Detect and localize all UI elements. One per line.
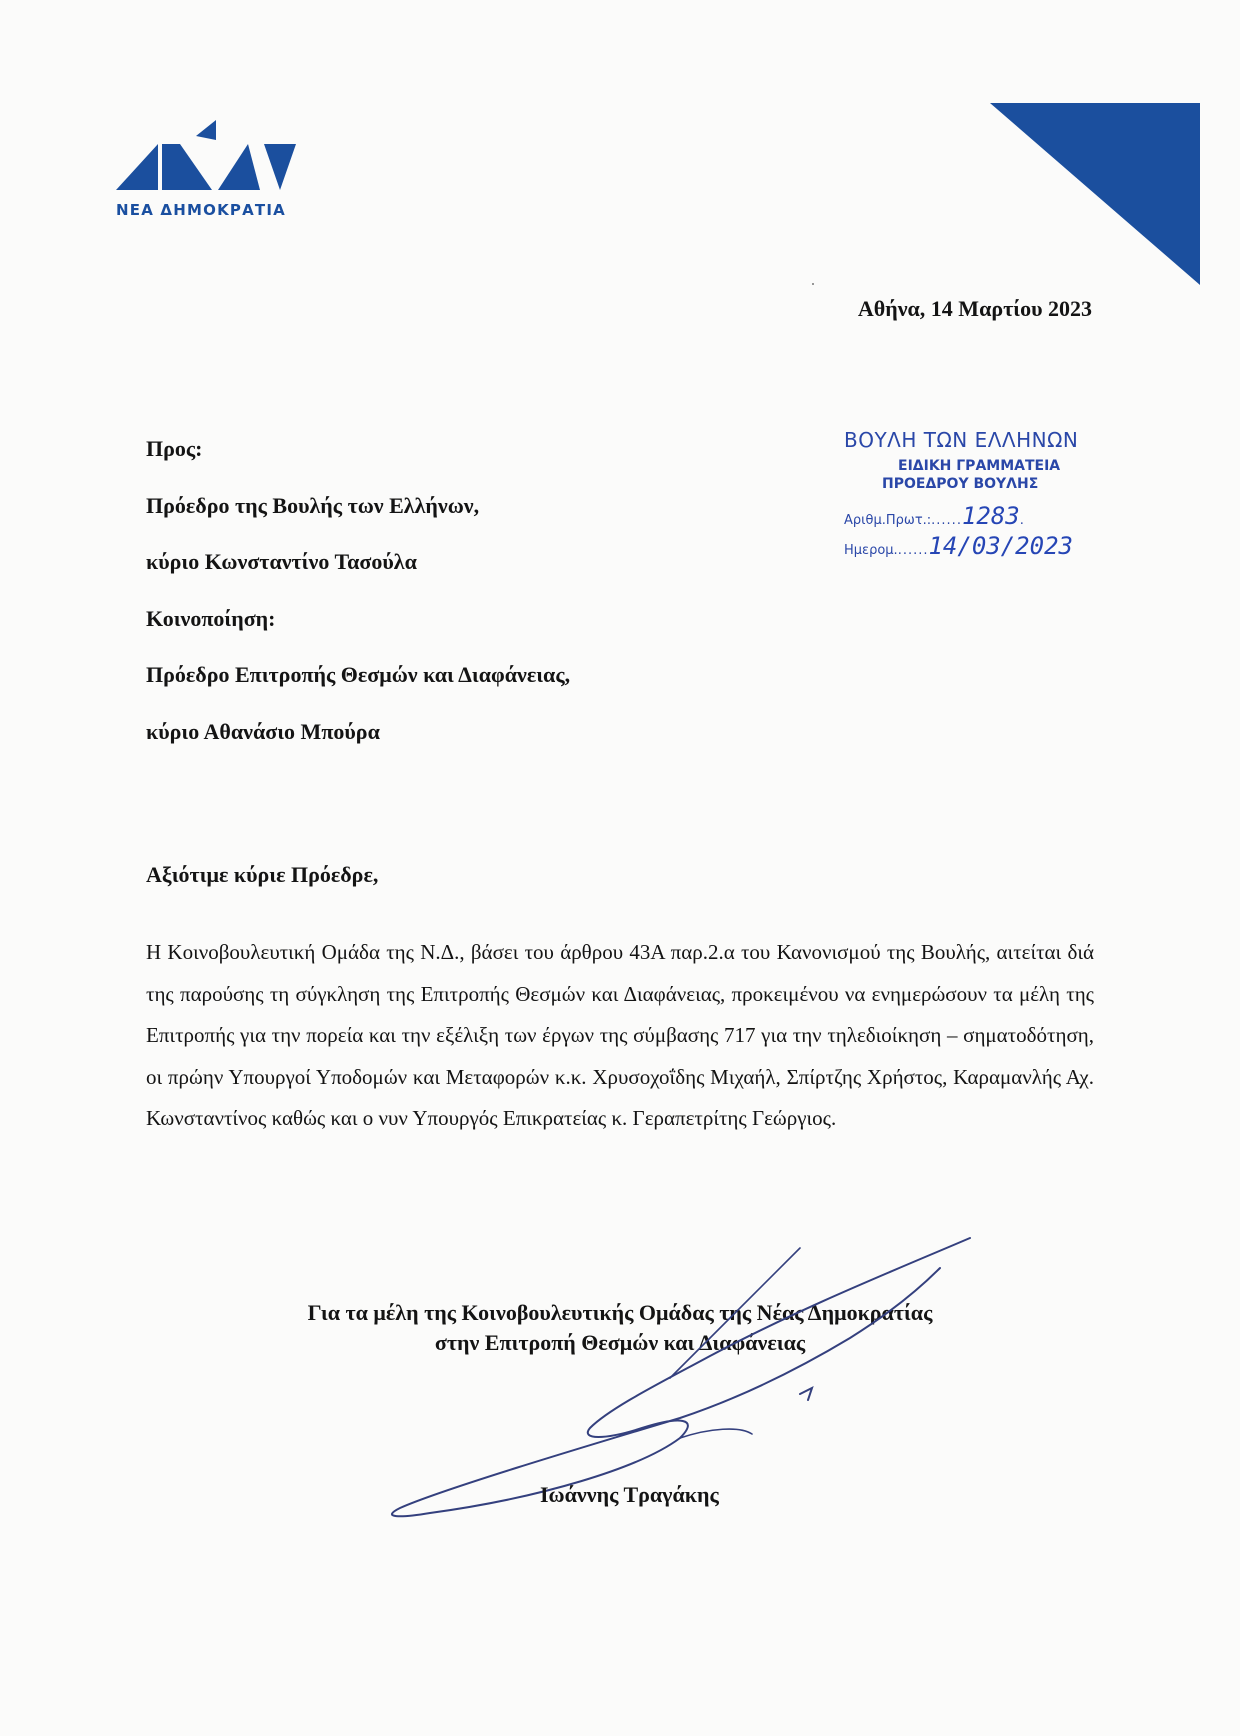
- stamp-protocol-number: 1283: [961, 502, 1020, 530]
- salutation: Αξιότιμε κύριε Πρόεδρε,: [146, 862, 379, 887]
- recipients-block: [146, 434, 570, 774]
- letter-body: Η Κοινοβουλευτική Ομάδα της Ν.Δ., βάσει του άρθρου 43Α παρ.2.α του Κανονισμού της Βουλής, αιτείται διά της παρούσης τη σύγκληση της Επιτροπής Θεσμών και Διαφάνειας, προκειμένου να ενημερώσουν τα μέλη της Επιτροπής για την πορεία και την εξέλιξη των έργων της σύμβασης 717 για την τηλεδιοίκηση – σηματοδότηση, οι πρώην Υπουργοί Υποδομών και Μεταφορών κ.κ. Χρυσοχοΐδης Μιχαήλ, Σπίρτζης Χρήστος, Καραμανλής Αχ. Κωνσταντίνος καθώς και ο νυν Υπουργός Επικρατείας κ. Γεραπετρίτης Γεώργιος.: [146, 940, 1094, 1130]
- recipient-line: κύριο Αθανάσιο Μπούρα: [146, 718, 380, 744]
- closing-line: Για τα μέλη της Κοινοβουλευτικής Ομάδας της Νέας Δημοκρατίας: [307, 1300, 933, 1325]
- recipient-line: Προς:: [146, 436, 203, 461]
- stamp-title: ΒΟΥΛΗ ΤΩΝ ΕΛΛΗΝΩΝ: [844, 428, 1079, 452]
- stamp-date: Ημερομ.......14/03/2023: [844, 532, 1073, 560]
- recipient-line: κύριο Κωνσταντίνο Τασούλα: [146, 549, 417, 575]
- scan-speck: [812, 283, 814, 285]
- recipient-line: Πρόεδρο Επιτροπής Θεσμών και Διαφάνειας,: [146, 662, 571, 688]
- recipient-line: Κοινοποίηση:: [146, 605, 276, 631]
- letter-date: Αθήνα, 14 Μαρτίου 2023: [857, 296, 1092, 321]
- corner-triangle: [980, 0, 1240, 300]
- stamp-protocol-label: Αριθμ.Πρωτ.:: [844, 513, 932, 528]
- closing-line: στην Επιτροπή Θεσμών και Διαφάνειας: [434, 1330, 806, 1355]
- stamp-line: ΕΙΔΙΚΗ ΓΡΑΜΜΑΤΕΙΑ: [898, 458, 1061, 474]
- stamp-date-value: 14/03/2023: [928, 532, 1073, 560]
- stamp-line: ΠΡΟΕΔΡΟΥ ΒΟΥΛΗΣ: [882, 476, 1039, 492]
- stamp-protocol: Αριθμ.Πρωτ.:......1283.: [844, 502, 1025, 530]
- parliament-stamp: [828, 428, 1148, 568]
- signer-name: Ιωάννης Τραγάκης: [540, 1482, 719, 1507]
- logo-wordmark: ΝΕΑ ΔΗΜΟΚΡΑΤΙΑ: [116, 201, 286, 219]
- stamp-date-label: Ημερομ.: [844, 543, 898, 558]
- recipient-line: Πρόεδρο της Βουλής των Ελλήνων,: [146, 492, 480, 518]
